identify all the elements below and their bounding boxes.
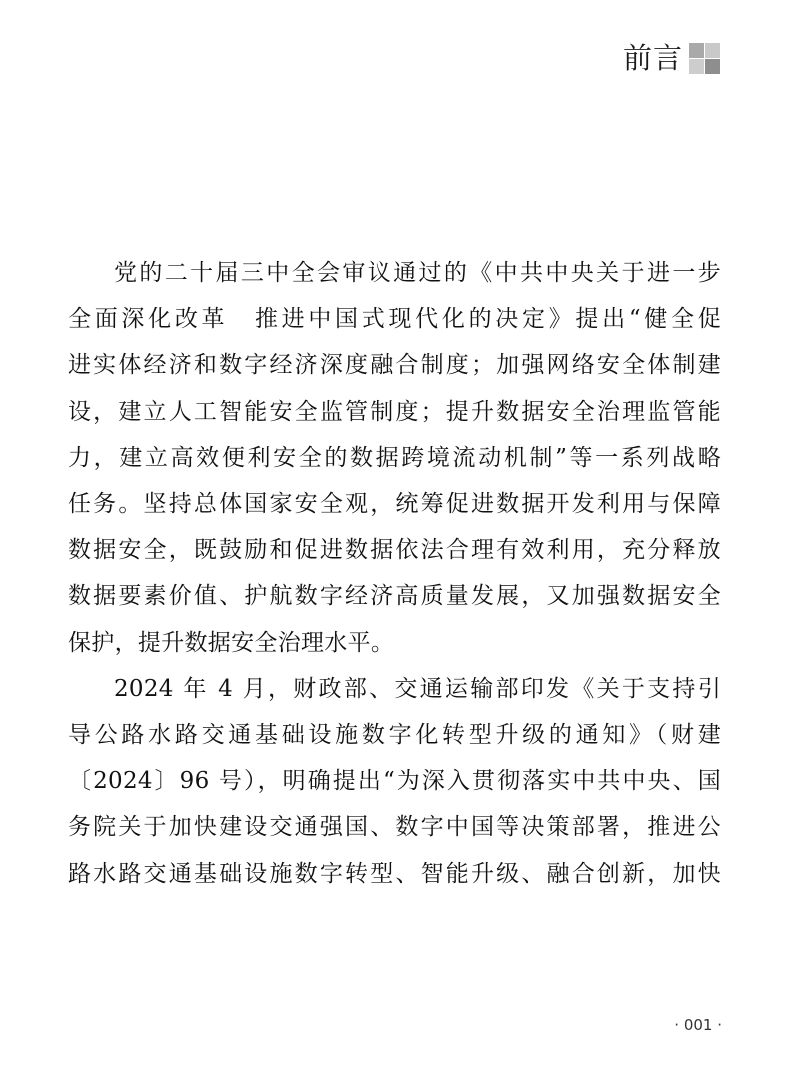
text-line: 导公路水路交通基础设施数字化转型升级的通知》（财建	[68, 722, 721, 749]
text-line: 数据要素价值、护航数字经济高质量发展，又加强数据安全	[68, 583, 721, 610]
body-text	[68, 250, 721, 897]
page-number: · 001 ·	[674, 1016, 722, 1034]
square-bl	[689, 59, 704, 74]
text-line: 力，建立高效便利安全的数据跨境流动机制”等一系列战略	[68, 444, 721, 471]
text-line: 党的二十届三中全会审议通过的《中共中央关于进一步	[114, 260, 721, 286]
text-line: 务院关于加快建设交通强国、数字中国等决策部署，推进公	[68, 814, 721, 841]
text-line: 保护，提升数据安全治理水平。	[68, 629, 395, 656]
text-line: 设，建立人工智能安全监管制度；提升数据安全治理监管能	[68, 398, 721, 425]
text-line: 全面深化改革 推进中国式现代化的决定》提出“健全促	[68, 306, 721, 333]
text-line: 路水路交通基础设施数字转型、智能升级、融合创新，加快	[68, 860, 721, 887]
square-tl	[689, 43, 704, 58]
page-header	[623, 36, 720, 80]
text-line: 任务。坚持总体国家安全观，统筹促进数据开发利用与保障	[68, 491, 721, 518]
decorative-squares-icon	[689, 43, 720, 74]
text-line: 数据安全，既鼓励和促进数据依法合理有效利用，充分释放	[68, 537, 721, 564]
text-line: 2024 年 4 月，财政部、交通运输部印发《关于支持引	[114, 675, 721, 702]
paragraph-1	[68, 250, 721, 666]
text-line: 进实体经济和数字经济深度融合制度；加强网络安全体制建	[68, 352, 721, 379]
text-line: 〔2024〕96 号），明确提出“为深入贯彻落实中共中央、国	[68, 768, 721, 795]
square-tr	[705, 43, 720, 58]
paragraph-2	[68, 666, 721, 897]
section-title: 前言	[622, 41, 683, 75]
square-br	[705, 59, 720, 74]
